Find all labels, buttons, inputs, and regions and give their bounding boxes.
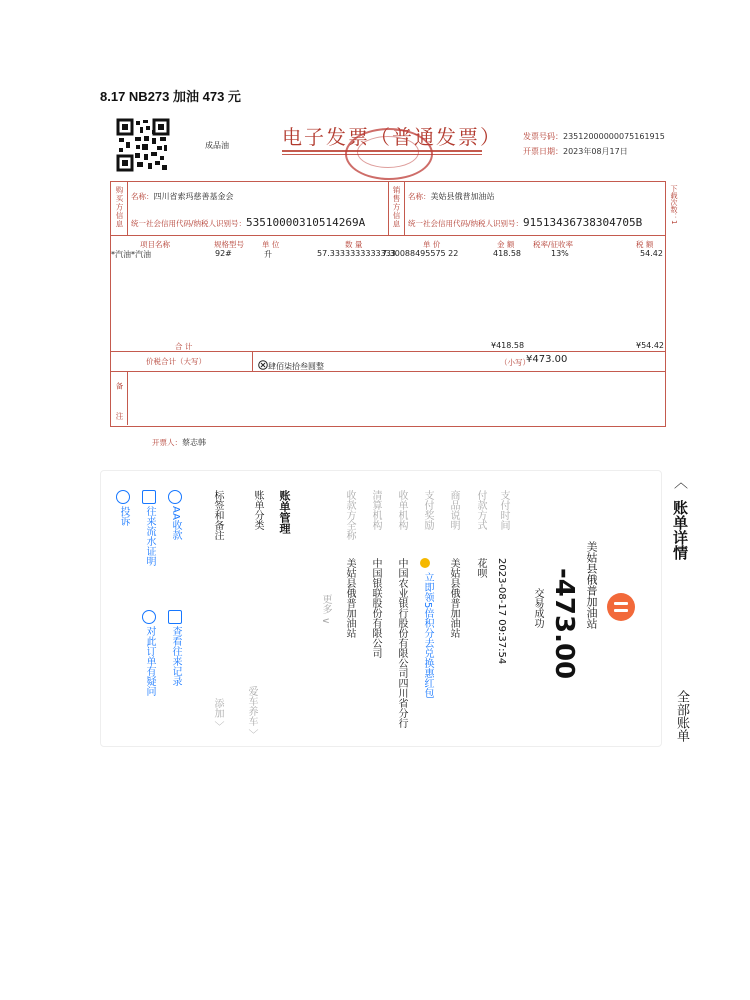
row-amount: 418.58: [493, 249, 521, 258]
records-icon: [168, 610, 182, 624]
invoice-number-label: 发票号码：: [523, 132, 563, 141]
buyer-taxid-value: 53510000310514269A: [246, 216, 366, 229]
tags-label: 标签和备注: [212, 490, 223, 540]
seller-taxid: [408, 216, 642, 229]
grand-words-value: 肆佰柒拾叁圆整: [268, 362, 324, 371]
row-qty: 57.3333333333333: [317, 249, 396, 258]
invoice-kind: 成品油: [205, 141, 229, 150]
download-count: 下载次数：1: [670, 185, 678, 225]
buyer-taxid-label: 统一社会信用代码/纳税人识别号：: [131, 219, 247, 228]
seller-side-divider: [404, 181, 405, 235]
row-label-payee: 收款方全称: [344, 490, 355, 540]
total-tax: ¥54.42: [636, 341, 664, 350]
grand-divider: [252, 351, 253, 371]
merchant-name: 美姑县俄普加油站: [585, 541, 598, 629]
row-value-pay-method: 花呗: [475, 558, 486, 578]
aa-icon: [168, 490, 182, 504]
middle-divider: [388, 181, 389, 235]
row-value-clearing: 中国银联股份有限公司: [370, 558, 381, 658]
buyer-side-divider: [127, 181, 128, 235]
seller-taxid-value: 91513436738304705B: [523, 216, 643, 229]
back-button[interactable]: 〈: [672, 475, 688, 489]
row-label-clearing: 清算机构: [370, 490, 381, 530]
col-amount: 金 额: [497, 240, 515, 249]
complaint-icon: [116, 490, 130, 504]
row-label-pay-method: 付款方式: [475, 490, 486, 530]
category-label: 账单分类: [252, 490, 263, 530]
more-toggle[interactable]: 更多 ∨: [320, 594, 331, 625]
row-value-description: 美姑县俄普加油站: [448, 558, 459, 638]
row-value-acquirer: 中国农业银行股份有限公司四川省分行: [396, 558, 407, 728]
question-icon: [142, 610, 156, 624]
seller-name-value: 美姑县俄普加油站: [430, 192, 495, 201]
page-caption: 8.17 NB273 加油 473 元: [100, 89, 241, 104]
total-amount: ¥418.58: [491, 341, 525, 350]
buyer-name-label: 名称：: [131, 192, 154, 201]
buyer-side-label: 购买方信息: [115, 186, 124, 229]
transaction-amount: -473.00: [549, 568, 579, 680]
issuer-label: 开票人：: [152, 438, 182, 447]
col-price: 单 价: [423, 240, 441, 249]
qr-code-icon: [116, 118, 170, 172]
invoice-date-label: 开票日期：: [523, 147, 563, 156]
row-value-payee: 美姑县俄普加油站: [344, 558, 355, 638]
row-item: *汽油*汽油: [111, 250, 151, 259]
row-label-reward: 支付奖励: [422, 490, 433, 530]
action-aa[interactable]: AA收款: [170, 506, 181, 540]
all-bills-link[interactable]: 全部账单: [674, 690, 689, 742]
tags-value[interactable]: 添加 〉: [212, 698, 223, 732]
grand-small-label: （小写）: [500, 358, 530, 367]
invoice-number-value: 23512000000075161915: [563, 132, 665, 141]
row-label-acquirer: 收单机构: [396, 490, 407, 530]
row-unit: 升: [264, 250, 272, 259]
row-tax: 54.42: [640, 249, 663, 258]
row-price: 7.30088495575 22: [382, 249, 459, 258]
seller-taxid-label: 统一社会信用代码/纳税人识别号：: [408, 219, 524, 228]
reward-link[interactable]: 立即领5倍积分去兑换惠红包: [422, 572, 433, 699]
issuer-value: 蔡志韩: [182, 438, 206, 447]
row-spec: 92#: [215, 249, 232, 258]
invoice-date-value: 2023年08月17日: [563, 147, 628, 156]
row-rate: 13%: [551, 249, 569, 258]
reward-icon: [420, 558, 430, 568]
invoice-title: 电子发票（普通发票）: [282, 125, 502, 149]
row-label-pay-time: 支付时间: [498, 490, 509, 530]
col-qty: 数 量: [345, 240, 363, 249]
col-item: 项目名称: [140, 240, 170, 249]
invoice-number: [523, 131, 665, 142]
col-tax: 税 额: [636, 240, 654, 249]
seller-name-label: 名称：: [408, 192, 431, 201]
action-proof[interactable]: 往来流水证明: [144, 506, 155, 566]
proof-icon: [142, 490, 156, 504]
category-value[interactable]: 爱车养车 〉: [246, 686, 257, 740]
seal-inner-ring: [357, 136, 419, 168]
grand-divider-bottom: [110, 371, 666, 372]
remarks-label: 备 注: [115, 382, 124, 430]
remarks-divider: [127, 371, 128, 425]
buyer-name: [131, 191, 234, 202]
buyer-taxid: [131, 216, 365, 229]
grand-amount: ¥473.00: [526, 354, 568, 365]
action-records[interactable]: 查看往来记录: [170, 626, 181, 686]
row-value-pay-time: 2023-08-17 09:37:54: [496, 558, 507, 665]
cross-circle-icon: [258, 360, 268, 370]
issuer: [152, 437, 206, 448]
total-label: 合 计: [175, 342, 193, 351]
receipt-title: 账单详情: [671, 500, 689, 560]
action-question[interactable]: 对此订单有疑问: [144, 626, 155, 696]
manage-title: 账单管理: [278, 490, 291, 534]
action-complaint[interactable]: 投诉: [118, 506, 129, 526]
buyer-name-value: 四川省索玛慈善基金会: [153, 192, 234, 201]
party-divider: [110, 235, 666, 236]
transaction-status: 交易成功: [532, 588, 543, 628]
seller-side-label: 销售方信息: [392, 186, 401, 229]
total-divider: [110, 351, 666, 352]
col-unit: 单 位: [262, 240, 280, 249]
col-spec: 规格型号: [214, 240, 244, 249]
col-rate: 税率/征收率: [533, 240, 574, 249]
merchant-logo-icon: [607, 593, 635, 621]
invoice-date: [523, 146, 628, 157]
grand-total-label: 价税合计（大写）: [146, 357, 206, 366]
seller-name: [408, 191, 495, 202]
row-label-description: 商品说明: [448, 490, 459, 530]
